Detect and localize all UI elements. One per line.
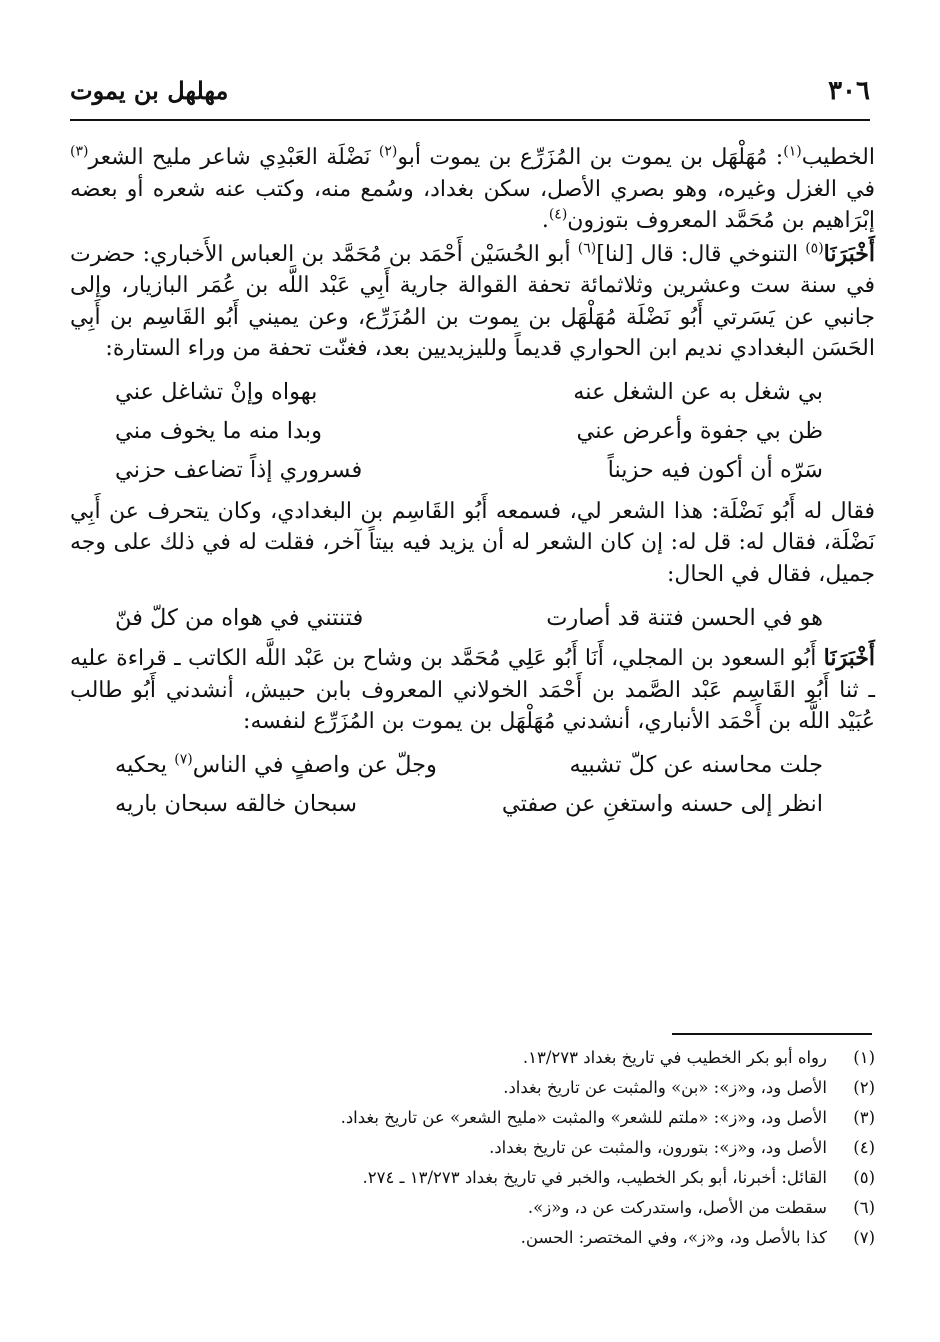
footnote-text: كذا بالأصل ود، و«ز»، وفي المختصر: الحسن. bbox=[520, 1228, 827, 1247]
poem-verse bbox=[70, 412, 875, 451]
footnote-ref: (٦) bbox=[577, 240, 597, 257]
poem-1 bbox=[70, 373, 875, 490]
footnote-number: (٥) bbox=[853, 1168, 875, 1187]
footnote-text: الأصل ود، و«ز»: «بن» والمثبت عن تاريخ بغداد. bbox=[503, 1078, 827, 1097]
footnote-number: (٧) bbox=[853, 1228, 875, 1247]
poem-verse bbox=[70, 598, 875, 637]
verse-second-half: وبدا منه ما يخوف مني bbox=[115, 418, 322, 444]
footnote bbox=[70, 1193, 875, 1223]
footnote-ref: (١) bbox=[783, 143, 802, 160]
paragraph-text: : مُهَلْهَل بن يموت بن المُزَرِّع بن يموت أبو bbox=[397, 145, 784, 170]
footnote-number: (٢) bbox=[853, 1078, 875, 1097]
paragraph-text: فقال له أَبُو نَضْلَة: هذا الشعر لي، فسمعه أَبُو القَاسِم بن البغدادي، وكان يتحرف عن أَبِي نَضْلَة، فقال له: قل له: إن كان الشعر له أن يزيد فيه بيتاً آخر، فقلت له في ذلك على وجه جميل، فقال في الحال: bbox=[70, 498, 876, 587]
paragraph-text: نَضْلَة العَبْدِي شاعر مليح الشعر bbox=[88, 145, 379, 170]
paragraph-text: في الغزل وغيره، وهو بصري الأصل، سكن بغداد، وسُمع منه، وكتب عنه شعره أو بعضه إبْرَاهيم بن مُحَمَّد المعروف بتوزون bbox=[70, 176, 875, 233]
verse-first-half: ظن بي جفوة وأعرض عني bbox=[576, 418, 823, 444]
footnote bbox=[70, 1133, 875, 1163]
footnote bbox=[70, 1163, 875, 1193]
verse-first-half: جلت محاسنه عن كلّ تشبيه bbox=[569, 752, 823, 778]
footnote bbox=[70, 1043, 875, 1073]
header-rule bbox=[70, 119, 870, 121]
footnote-ref: (٣) bbox=[70, 143, 89, 160]
verse-second-half: بهواه وإنْ تشاغل عني bbox=[115, 379, 318, 405]
main-text bbox=[70, 142, 875, 830]
footnote-text: سقطت من الأصل، واستدركت عن د، و«ز». bbox=[527, 1198, 827, 1217]
page-header bbox=[70, 70, 870, 120]
paragraph-text: أَبُو السعود بن المجلي، أَنَا أَبُو عَلِي مُحَمَّد بن وشاح بن عَبْد اللَّه الكاتب ـ قراءة عليه ـ ثنا أَبُو القَاسِم عَبْد الصَّمد بن أَحْمَد الخولاني المعروف بابن حبيش، أنشدني أَبُو طالب عُبَيْد اللَّه بن أَحْمَد الأنباري، أنشدني مُهَلْهَل بن يموت بن المُزَرِّع لنفسه: bbox=[70, 646, 875, 734]
paragraph-3 bbox=[70, 496, 875, 591]
poem-verse bbox=[70, 373, 875, 412]
lead-word: أَخْبَرَنَا bbox=[823, 240, 875, 267]
footnotes bbox=[70, 1043, 875, 1253]
poem-3 bbox=[70, 746, 875, 824]
poem-2 bbox=[70, 598, 875, 637]
footnote-number: (٣) bbox=[853, 1108, 875, 1127]
verse-first-half: انظر إلى حسنه واستغنِ عن صفتي bbox=[501, 791, 823, 817]
paragraph-text: التنوخي قال: قال [لنا] bbox=[596, 241, 806, 267]
lead-word: الخطيب bbox=[801, 145, 875, 170]
footnote-ref: (٥) bbox=[805, 240, 824, 257]
verse-second-half: سبحان خالقه سبحان باريه bbox=[115, 791, 357, 817]
footnote bbox=[70, 1223, 875, 1253]
paragraph-text: . bbox=[541, 208, 549, 233]
footnote-ref: (٧) bbox=[174, 751, 193, 768]
footnote-number: (٦) bbox=[853, 1198, 875, 1217]
verse-first-half: سَرّه أن أكون فيه حزيناً bbox=[607, 457, 823, 483]
footnote-text: الأصل ود، و«ز»: بتورون، والمثبت عن تاريخ بغداد. bbox=[489, 1138, 827, 1157]
lead-word: أَخْبَرَنَا bbox=[823, 645, 875, 671]
footnote-ref: (٢) bbox=[378, 143, 398, 160]
paragraph-text: أبو الحُسَيْن أَحْمَد بن مُحَمَّد بن العباس الأَخباري: حضرت في سنة ست وعشرين وثلاثمائة تحفة القوالة جارية أَبِي عَبْد اللَّه بن عُمَر البازيار، وإلى جانبي عن يَسَرتي أَبُو نَضْلَة مُهَلْهَل بن يموت بن المُزَرِّع، وعن يميني أَبُو القَاسِم بن أَبِي الحَسَن البغدادي نديم ابن الحواري قديماً ولليزيديين بعد، فغنّت تحفة من وراء الستارة: bbox=[70, 241, 875, 361]
footnote-rule bbox=[672, 1033, 872, 1035]
footnote-text: الأصل ود، و«ز»: «ملتم للشعر» والمثبت «مليح الشعر» عن تاريخ بغداد. bbox=[340, 1108, 827, 1127]
footnote-text: القائل: أخبرنا، أبو بكر الخطيب، والخبر في تاريخ بغداد ١٣/٢٧٣ ـ ٢٧٤. bbox=[362, 1168, 827, 1187]
running-title: مهلهل بن يموت bbox=[70, 76, 229, 105]
verse-second-half: فتنتني في هواه من كلّ فنّ bbox=[115, 604, 364, 631]
verse-text: وجلّ عن واصفٍ في الناس bbox=[192, 752, 437, 778]
verse-second-half: فسروري إذاً تضاعف حزني bbox=[115, 457, 363, 483]
footnote bbox=[70, 1073, 875, 1103]
poem-verse bbox=[70, 451, 875, 490]
verse-text: يحكيه bbox=[115, 752, 175, 778]
verse-first-half: بي شغل به عن الشغل عنه bbox=[573, 379, 823, 405]
verse-first-half: هو في الحسن فتنة قد أصارت bbox=[546, 604, 823, 631]
footnote bbox=[70, 1103, 875, 1133]
paragraph-2 bbox=[70, 239, 875, 365]
footnote-number: (١) bbox=[853, 1048, 875, 1067]
page-number: ٣٠٦ bbox=[828, 76, 870, 106]
footnote-ref: (٤) bbox=[548, 206, 568, 223]
poem-verse bbox=[70, 785, 875, 824]
footnote-text: رواه أبو بكر الخطيب في تاريخ بغداد ١٣/٢٧٣. bbox=[522, 1048, 827, 1067]
paragraph-1 bbox=[70, 142, 875, 237]
verse-second-half bbox=[115, 752, 437, 778]
poem-verse bbox=[70, 746, 875, 785]
footnote-number: (٤) bbox=[853, 1138, 875, 1157]
paragraph-4 bbox=[70, 643, 875, 738]
